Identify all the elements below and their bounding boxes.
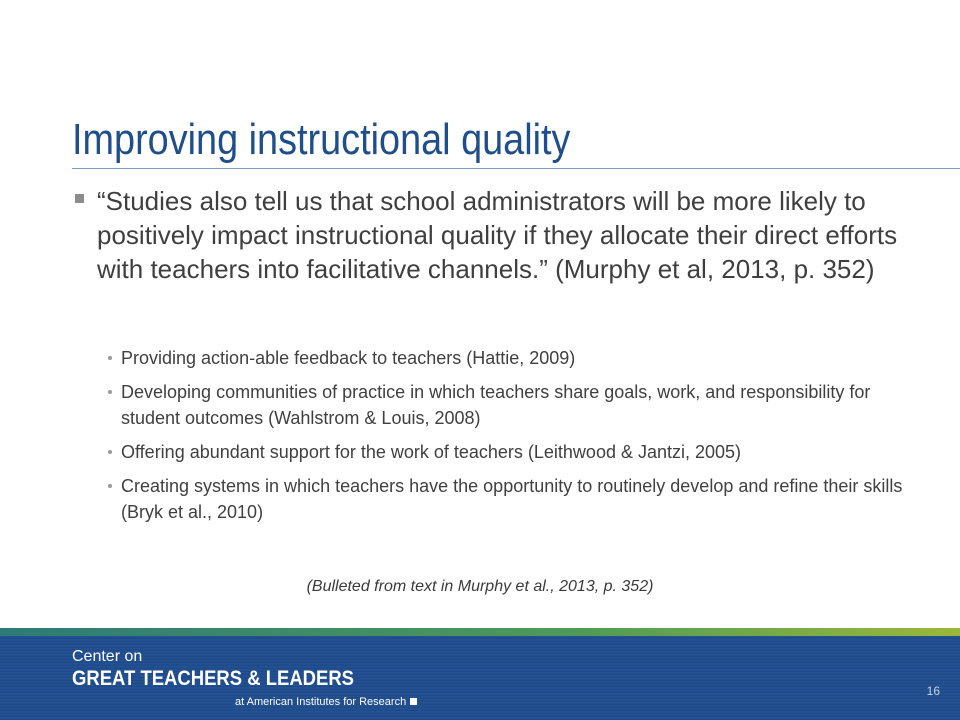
square-logo-icon <box>410 698 417 705</box>
sub-bullet <box>108 379 908 431</box>
sub-bullet-text: Providing action-able feedback to teachers (Hattie, 2009) <box>121 348 576 368</box>
sub-bullet-text: Creating systems in which teachers have the opportunity to routinely develop and refine their skills (Bryk et al., 2010) <box>121 476 903 522</box>
main-bullet-text: “Studies also tell us that school administrators will be more likely to positively impact instructional quality if they allocate their direct efforts with teachers into facilitative channels.” (Murphy et al, 2013, p. 352) <box>97 186 898 284</box>
dot-bullet-icon <box>108 450 112 454</box>
source-citation: (Bulleted from text in Murphy et al., 2013, p. 352) <box>306 578 654 595</box>
slide-title: Improving instructional quality <box>72 115 571 164</box>
logo-line-affiliation <box>235 696 417 708</box>
page-number: 16 <box>926 684 940 698</box>
sub-bullet <box>108 473 908 525</box>
sub-bullet <box>108 439 908 465</box>
logo-affiliation-text: at American Institutes for Research <box>235 696 407 708</box>
dot-bullet-icon <box>108 484 112 488</box>
title-divider <box>72 168 960 169</box>
sub-bullet <box>108 345 908 371</box>
dot-bullet-icon <box>108 390 112 394</box>
sub-bullet-text: Developing communities of practice in which teachers share goals, work, and responsibility for student outcomes (Wahlstrom & Louis, 2008) <box>121 382 871 428</box>
footer-accent-stripe <box>0 628 960 636</box>
dot-bullet-icon <box>108 356 112 360</box>
footer-bar <box>0 636 960 720</box>
square-bullet-icon <box>75 194 84 203</box>
logo-line-organization: GREAT TEACHERS & LEADERS <box>72 667 355 690</box>
sub-bullet-list <box>108 345 908 533</box>
logo-line-center-on: Center on <box>72 648 143 665</box>
main-bullet <box>75 184 935 286</box>
sub-bullet-text: Offering abundant support for the work of teachers (Leithwood & Jantzi, 2005) <box>121 442 742 462</box>
